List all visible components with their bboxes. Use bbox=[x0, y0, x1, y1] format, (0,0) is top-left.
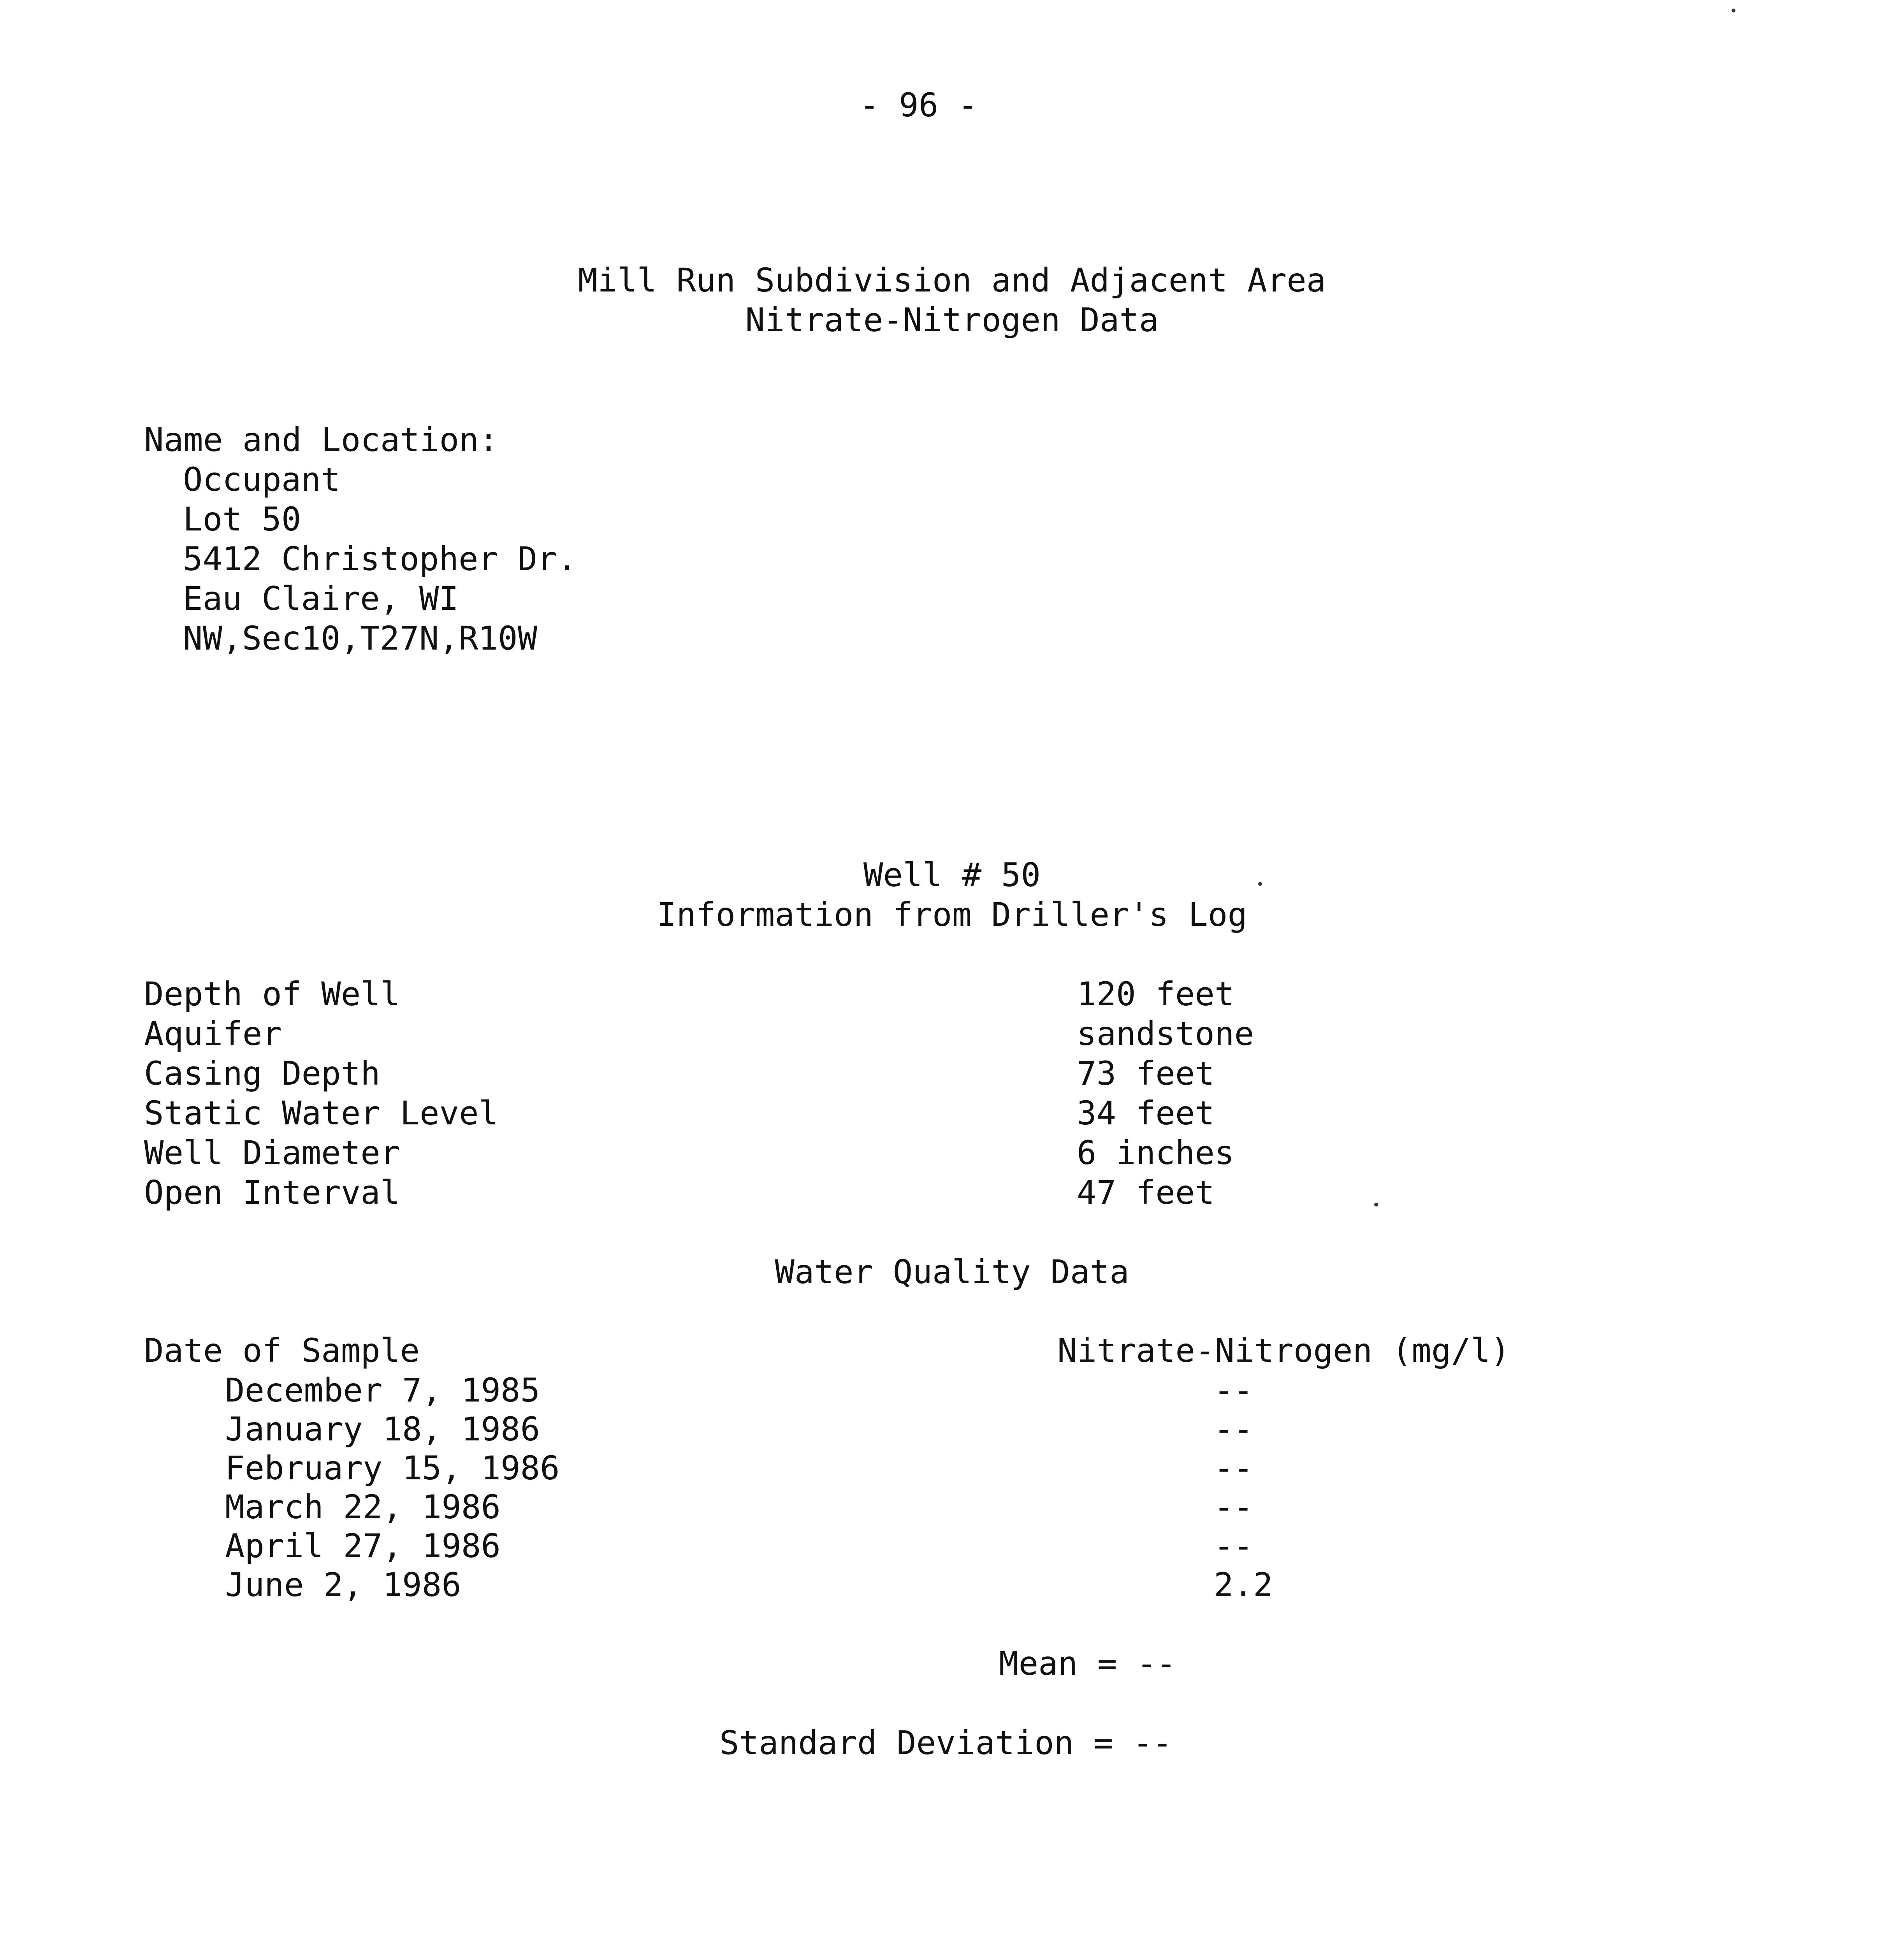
location-line: 5412 Christopher Dr. bbox=[183, 540, 577, 578]
well-info-label: Depth of Well bbox=[144, 975, 400, 1013]
well-info-value: 73 feet bbox=[1077, 1054, 1215, 1092]
well-info-label: Static Water Level bbox=[144, 1094, 499, 1132]
standard-deviation-value: Standard Deviation = -- bbox=[719, 1724, 1173, 1762]
location-line: Eau Claire, WI bbox=[183, 580, 459, 618]
scan-speck bbox=[1374, 1203, 1378, 1207]
well-info-label: Casing Depth bbox=[144, 1054, 380, 1092]
well-info-label: Well Diameter bbox=[144, 1134, 400, 1172]
location-line: Occupant bbox=[183, 460, 341, 499]
sample-date: January 18, 1986 bbox=[225, 1410, 540, 1448]
mean-value: Mean = -- bbox=[999, 1644, 1176, 1683]
column-header-nitrate: Nitrate-Nitrogen (mg/l) bbox=[1057, 1331, 1510, 1370]
well-info-label: Aquifer bbox=[144, 1015, 282, 1053]
sample-date: March 22, 1986 bbox=[225, 1488, 501, 1526]
location-label: Name and Location: bbox=[144, 421, 499, 459]
sample-value: 2.2 bbox=[1214, 1566, 1273, 1604]
column-header-date: Date of Sample bbox=[144, 1331, 420, 1370]
scan-speck bbox=[1258, 882, 1262, 886]
page-number: - 96 - bbox=[860, 86, 978, 124]
location-line: Lot 50 bbox=[183, 500, 301, 538]
well-info-value: 120 feet bbox=[1077, 975, 1234, 1013]
well-info-value: 34 feet bbox=[1077, 1094, 1215, 1132]
document-subtitle: Nitrate-Nitrogen Data bbox=[745, 301, 1159, 339]
well-title: Well # 50 bbox=[863, 856, 1041, 894]
sample-date: December 7, 1985 bbox=[225, 1371, 540, 1409]
well-info-value: 6 inches bbox=[1077, 1134, 1234, 1172]
sample-value: -- bbox=[1214, 1488, 1254, 1526]
document-title: Mill Run Subdivision and Adjacent Area bbox=[578, 261, 1326, 299]
sample-value: -- bbox=[1214, 1410, 1254, 1448]
water-quality-title: Water Quality Data bbox=[775, 1253, 1129, 1291]
sample-date: April 27, 1986 bbox=[225, 1527, 501, 1565]
location-line: NW,Sec10,T27N,R10W bbox=[183, 619, 538, 657]
well-info-value: 47 feet bbox=[1077, 1173, 1215, 1212]
sample-date: June 2, 1986 bbox=[225, 1566, 461, 1604]
sample-value: -- bbox=[1214, 1371, 1254, 1409]
sample-value: -- bbox=[1214, 1527, 1254, 1565]
well-info-value: sandstone bbox=[1077, 1015, 1254, 1053]
well-info-label: Open Interval bbox=[144, 1173, 400, 1212]
sample-value: -- bbox=[1214, 1449, 1254, 1487]
well-subtitle: Information from Driller's Log bbox=[656, 896, 1248, 934]
scan-speck bbox=[1732, 9, 1735, 12]
sample-date: February 15, 1986 bbox=[225, 1449, 560, 1487]
